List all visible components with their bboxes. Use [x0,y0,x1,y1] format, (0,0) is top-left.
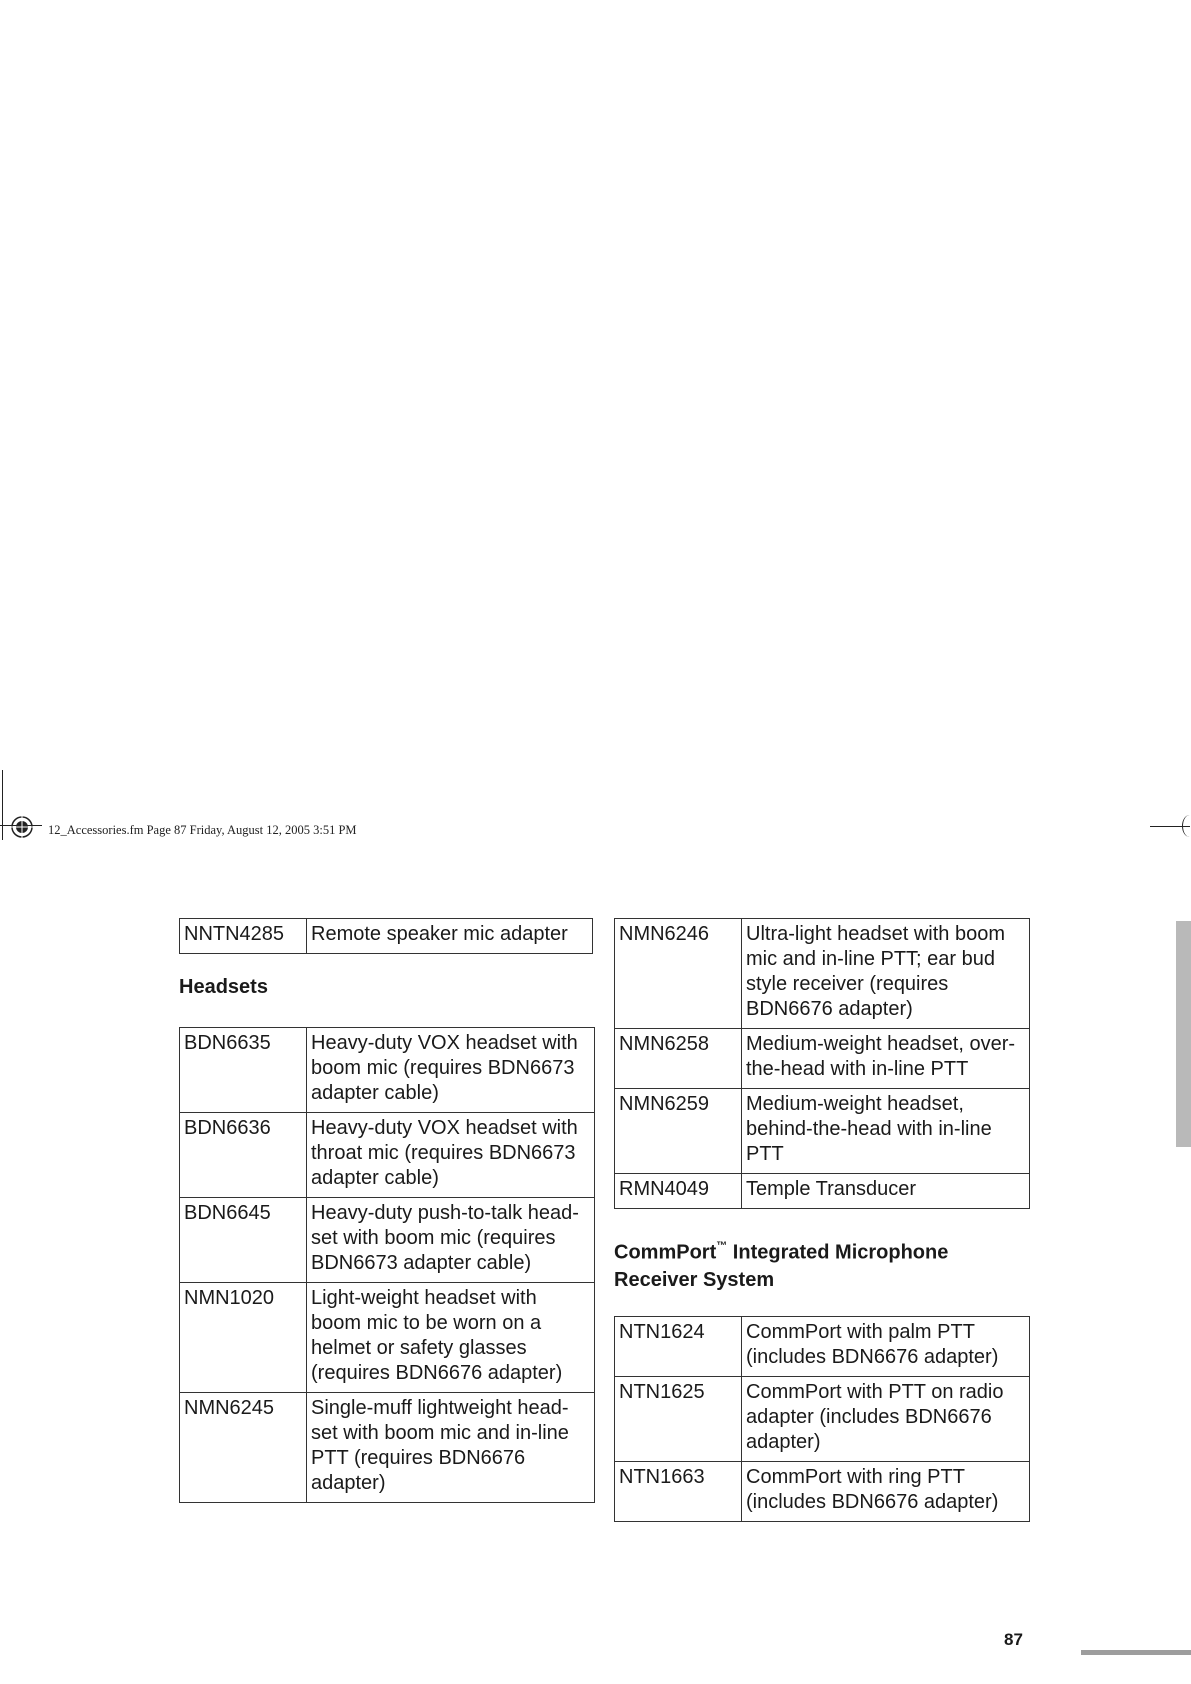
table-row [180,1028,595,1113]
part-number: BDN6635 [180,1028,307,1113]
part-number: NTN1624 [615,1317,742,1377]
page-number: 87 [1004,1630,1023,1649]
headsets-heading: Headsets [179,976,268,998]
part-description: Temple Transducer [742,1174,1030,1209]
thumb-tab [1176,921,1191,1147]
trademark-symbol: ™ [716,1240,728,1252]
part-number: BDN6636 [180,1113,307,1198]
part-description: CommPort with ring PTT (includes BDN6676 adapter) [742,1462,1030,1522]
table-row [615,1317,1030,1377]
headsets-table [179,1027,595,1503]
part-description: Heavy-duty VOX headset with throat mic (requires BDN6673 adapter cable) [307,1113,595,1198]
table-row [180,919,593,954]
part-number: BDN6645 [180,1198,307,1283]
commport-heading-prefix: CommPort [614,1241,717,1264]
part-number: NMN6245 [180,1393,307,1503]
commport-table [614,1316,1030,1522]
part-number: NTN1625 [615,1377,742,1462]
table-row [180,1393,595,1503]
part-description: Light-weight headset with boom mic to be worn on a helmet or safety glasses (requires BDN6676 adapter) [307,1283,595,1393]
part-description: Single-muff lightweight head-set with boom mic and in-line PTT (requires BDN6676 adapter) [307,1393,595,1503]
commport-heading-suffix: Integrated Microphone [727,1241,949,1264]
part-description: Heavy-duty push-to-talk head-set with boom mic (requires BDN6673 adapter cable) [307,1198,595,1283]
part-number: NMN6258 [615,1029,742,1089]
part-number: NMN6259 [615,1089,742,1174]
table-row [180,1283,595,1393]
table-row [615,1089,1030,1174]
file-slug: 12_Accessories.fm Page 87 Friday, August 12, 2005 3:51 PM [48,823,357,837]
table-row [615,1029,1030,1089]
part-number: NNTN4285 [180,919,307,954]
part-description: CommPort with PTT on radio adapter (includes BDN6676 adapter) [742,1377,1030,1462]
commport-heading [614,1235,948,1294]
registration-target-icon [8,813,36,841]
part-number: NMN1020 [180,1283,307,1393]
crop-mark-vertical [2,770,3,840]
footer-bar [1081,1650,1191,1655]
part-number: RMN4049 [615,1174,742,1209]
commport-heading-line2: Receiver System [614,1268,775,1291]
adapter-table [179,918,593,954]
part-description: Remote speaker mic adapter [307,919,593,954]
part-number: NTN1663 [615,1462,742,1522]
part-description: Medium-weight headset, behind-the-head with in-line PTT [742,1089,1030,1174]
table-row [180,1198,595,1283]
part-description: Ultra-light headset with boom mic and in-line PTT; ear bud style receiver (requires BDN6676 adapter) [742,919,1030,1029]
table-row [615,1377,1030,1462]
table-row [180,1113,595,1198]
part-number: NMN6246 [615,919,742,1029]
part-description: Heavy-duty VOX headset with boom mic (requires BDN6673 adapter cable) [307,1028,595,1113]
headsets-continued-table [614,918,1030,1209]
crop-mark-right-arc [1182,815,1191,837]
part-description: Medium-weight headset, over-the-head with in-line PTT [742,1029,1030,1089]
table-row [615,1462,1030,1522]
part-description: CommPort with palm PTT (includes BDN6676 adapter) [742,1317,1030,1377]
table-row [615,1174,1030,1209]
table-row [615,919,1030,1029]
